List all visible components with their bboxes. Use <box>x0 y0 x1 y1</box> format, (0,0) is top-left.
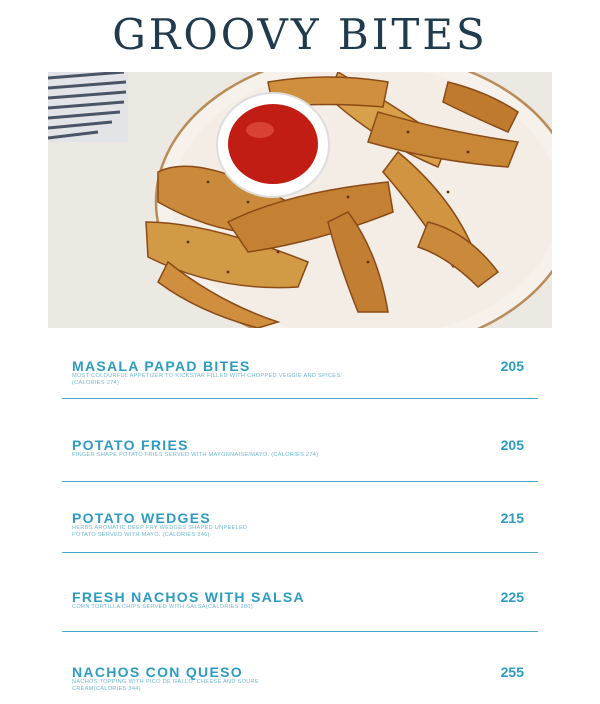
menu-item-potato-wedges <box>62 482 538 553</box>
item-name: POTATO FRIES <box>72 437 189 453</box>
item-price: 215 <box>500 510 524 526</box>
item-name: FRESH NACHOS WITH SALSA <box>72 589 305 605</box>
item-price: 205 <box>500 437 524 453</box>
potato-wedges-illustration <box>48 72 552 328</box>
menu-item-fresh-nachos-with-salsa <box>62 553 538 632</box>
restaurant-title: GROOVY BITES <box>112 10 488 59</box>
item-description: HERBS AROMATIC DEEP FRY WEDGES SHAPED UNPEELED POTATO SERVED WITH MAYO. (CALORIES 346) <box>72 525 248 538</box>
hero-image <box>48 72 552 328</box>
menu-item-masala-papad-bites <box>62 340 538 399</box>
item-name: NACHOS CON QUESO <box>72 664 243 680</box>
item-price: 205 <box>500 358 524 374</box>
item-price: 225 <box>500 589 524 605</box>
item-description: NACHOS TOPPING WITH PICO DE GALLO, CHEESE AND SOURE CREAM(CALORIES 344) <box>72 679 259 692</box>
item-description: FINGER SHAPE POTATO FRIES SERVED WITH MAYONNAISE/MAYO. (CALORIES 274) <box>72 452 319 458</box>
item-description: CORN TORTILLA CHIPS SERVED WITH SALSA(CALORIES 380) <box>72 604 253 610</box>
item-price: 255 <box>500 664 524 680</box>
item-description: MOST COLOURFUL APPETIZER TO KICKSTAR FILLED WITH CHOPPED VEGGIE AND SPICES. (CALORIES 274) <box>72 373 343 386</box>
menu-list <box>62 340 538 704</box>
menu-item-potato-fries <box>62 399 538 482</box>
item-name: POTATO WEDGES <box>72 510 212 526</box>
item-name: MASALA PAPAD BITES <box>72 358 251 374</box>
menu-item-nachos-con-queso <box>62 632 538 704</box>
